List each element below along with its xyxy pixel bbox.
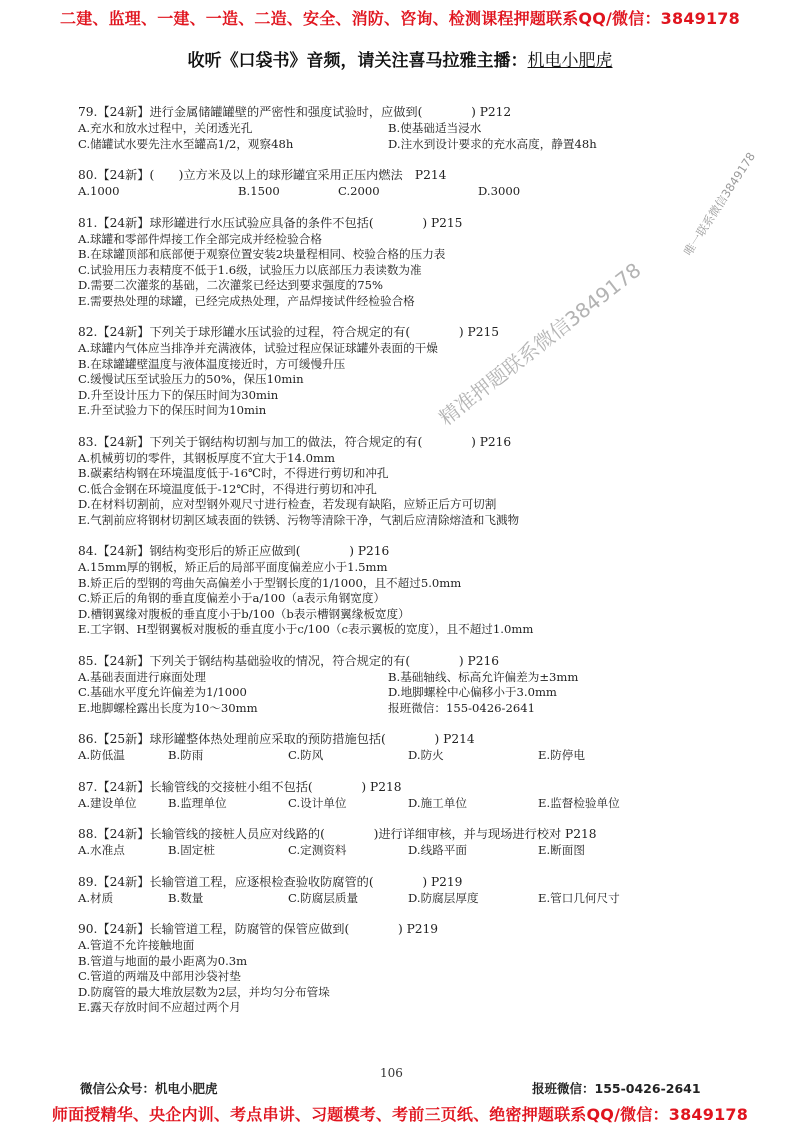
- question-option: C.低合金钢在环境温度低于-12℃时，不得进行剪切和冲孔: [78, 481, 377, 496]
- question-option: B.碳素结构钢在环境温度低于-16℃时，不得进行剪切和冲孔: [78, 466, 389, 480]
- footer-contact: 报班微信：155-0426-2641: [532, 1081, 701, 1096]
- question-option: E.需要热处理的球罐，已经完成热处理，产品焊接试件经检验合格: [78, 293, 415, 308]
- question-block: [78, 874, 738, 907]
- question-option: C.防腐层质量: [288, 890, 359, 905]
- question-option: A.15mm厚的钢板，矫正后的局部平面度偏差应小于1.5mm: [78, 560, 388, 574]
- question-stem: 88.【24新】长输管线的接桩人员应对线路的( )进行详细审核，并与现场进行校对 P218: [78, 827, 597, 841]
- question-options: [78, 796, 738, 812]
- question-stem: 80.【24新】( )立方米及以上的球形罐宜采用正压内燃法 P214: [78, 168, 447, 182]
- question-block: [78, 543, 738, 638]
- question-block: [78, 921, 738, 1016]
- question-stem: 79.【24新】进行金属储罐罐壁的严密性和强度试验时，应做到( ) P212: [78, 105, 512, 119]
- question-options: [78, 670, 738, 717]
- question-options: [78, 748, 738, 764]
- question-option: A.水准点: [78, 843, 125, 857]
- question-option: B.基础轴线、标高允许偏差为±3mm: [388, 669, 579, 684]
- question-option: A.材质: [78, 890, 114, 905]
- question-stem: 85.【24新】下列关于钢结构基础验收的情况，符合规定的有( ) P216: [78, 653, 499, 668]
- question-options: [78, 341, 738, 419]
- question-option: D.防腐层厚度: [408, 890, 479, 905]
- question-stem: 83.【24新】下列关于钢结构切割与加工的做法，符合规定的有( ) P216: [78, 434, 512, 449]
- question-option: D.地脚螺栓中心偏移小于3.0mm: [388, 685, 557, 699]
- question-block: [78, 167, 738, 200]
- question-option: C.基础水平度允许偏差为1/1000: [78, 685, 247, 699]
- question-stem: 82.【24新】下列关于球形罐水压试验的过程，符合规定的有( ) P215: [78, 325, 499, 339]
- watermark-vertical: 唯一联系微信3849178: [680, 149, 759, 259]
- question-option: B.1500: [238, 184, 280, 198]
- question-option: C.防风: [288, 748, 324, 762]
- question-option: C.矫正后的角钢的垂直度偏差小于a/100（a表示角钢宽度）: [78, 591, 386, 605]
- question-option: B.监理单位: [168, 795, 227, 810]
- subtitle-host-link[interactable]: 机电小肥虎: [527, 51, 613, 71]
- question-option: E.管口几何尺寸: [538, 890, 620, 905]
- question-option: A.球罐和零部件焊接工作全部完成并经检验合格: [78, 231, 322, 246]
- question-option: B.在球罐顶部和底部便于观察位置安装2块量程相同、校验合格的压力表: [78, 247, 446, 261]
- question-option: D.注水到设计要求的充水高度，静置48h: [388, 136, 597, 151]
- question-options: [78, 121, 738, 152]
- question-block: [78, 779, 738, 812]
- question-option: B.在球罐罐壁温度与液体温度接近时，方可缓慢升压: [78, 356, 346, 371]
- question-stem: 86.【25新】球形罐整体热处理前应采取的预防措施包括( ) P214: [78, 732, 475, 746]
- question-stem: 89.【24新】长输管道工程，应逐根检查验收防腐管的( ) P219: [78, 874, 463, 889]
- page-number: 106: [380, 1066, 403, 1080]
- question-block: [78, 434, 738, 529]
- top-banner: 二建、监理、一建、一造、二造、安全、消防、咨询、检测课程押题联系QQ/微信：3849178: [60, 9, 740, 28]
- question-options: [78, 891, 738, 907]
- question-option: C.定测资料: [288, 843, 347, 857]
- question-options: [78, 560, 738, 638]
- question-block: [78, 653, 738, 717]
- question-options: [78, 938, 738, 1016]
- question-option: B.矫正后的型钢的弯曲矢高偏差小于型钢长度的1/1000，且不超过5.0mm: [78, 575, 462, 590]
- subtitle-prefix: 收听《口袋书》音频，请关注喜马拉雅主播：: [187, 51, 528, 71]
- question-option: B.管道与地面的最小距离为0.3m: [78, 953, 248, 968]
- question-option: E.地脚螺栓露出长度为10～30mm: [78, 700, 258, 715]
- question-option: D.线路平面: [408, 843, 467, 857]
- question-option: E.监督检验单位: [538, 795, 620, 810]
- question-option: D.在材料切割前，应对型钢外观尺寸进行检查，若发现有缺陷，应矫正后方可切割: [78, 497, 497, 511]
- question-stem: 84.【24新】钢结构变形后的矫正应做到( ) P216: [78, 544, 390, 558]
- question-option: A.管道不允许接触地面: [78, 938, 195, 952]
- question-option: E.升至试验力下的保压时间为10min: [78, 403, 267, 417]
- question-stem: 87.【24新】长输管线的交接桩小组不包括( ) P218: [78, 779, 402, 794]
- question-option: D.防火: [408, 748, 444, 762]
- question-option: C.试验用压力表精度不低于1.6级，试验压力以底部压力表读数为准: [78, 262, 422, 277]
- question-option: E.工字钢、H型钢翼板对腹板的垂直度小于c/100（c表示翼板的宽度），且不超过1.0mm: [78, 622, 534, 636]
- question-options: [78, 843, 738, 859]
- question-block: [78, 731, 738, 764]
- question-block: [78, 324, 738, 419]
- question-option: A.基础表面进行麻面处理: [78, 669, 206, 684]
- question-option: D.施工单位: [408, 795, 467, 810]
- question-option: E.露天存放时间不应超过两个月: [78, 1000, 241, 1014]
- question-option: A.防低温: [78, 748, 125, 762]
- question-option: 报班微信：155-0426-2641: [388, 700, 535, 715]
- question-option: D.升至设计压力下的保压时间为30min: [78, 387, 279, 402]
- question-options: [78, 184, 738, 200]
- question-option: D.需要二次灌浆的基础，二次灌浆已经达到要求强度的75%: [78, 278, 383, 292]
- question-option: E.断面图: [538, 843, 585, 857]
- question-option: E.防停电: [538, 748, 585, 762]
- question-option: C.2000: [338, 184, 380, 198]
- question-option: C.储罐试水要先注水至罐高1/2，观察48h: [78, 136, 294, 151]
- question-option: B.数量: [168, 890, 204, 905]
- question-option: A.球罐内气体应当排净并充满液体，试验过程应保证球罐外表面的干燥: [78, 341, 438, 355]
- question-option: B.固定桩: [168, 843, 215, 857]
- question-option: A.建设单位: [78, 795, 137, 810]
- question-option: A.1000: [78, 184, 120, 198]
- question-option: B.防雨: [168, 748, 204, 762]
- question-list: [78, 104, 738, 1031]
- question-option: D.槽钢翼缘对腹板的垂直度小于b/100（b表示槽钢翼缘板宽度）: [78, 606, 410, 621]
- question-stem: 90.【24新】长输管道工程，防腐管的保管应做到( ) P219: [78, 922, 439, 936]
- bottom-banner: 师面授精华、央企内训、考点串讲、习题模考、考前三页纸、绝密押题联系QQ/微信：3849178: [51, 1105, 749, 1124]
- question-block: [78, 215, 738, 310]
- footer-wechat-account: 微信公众号：机电小肥虎: [80, 1081, 218, 1096]
- question-block: [78, 104, 738, 152]
- watermark-diagonal: 精准押题联系微信3849178: [434, 257, 646, 431]
- question-option: C.管道的两端及中部用沙袋衬垫: [78, 969, 241, 983]
- question-option: B.使基础适当浸水: [388, 121, 482, 135]
- question-option: A.充水和放水过程中，关闭透光孔: [78, 121, 253, 135]
- question-options: [78, 451, 738, 529]
- question-stem: 81.【24新】球形罐进行水压试验应具备的条件不包括( ) P215: [78, 215, 463, 230]
- question-option: D.防腐管的最大堆放层数为2层，并均匀分布管垛: [78, 984, 330, 999]
- question-option: C.设计单位: [288, 795, 347, 810]
- subtitle: [0, 46, 800, 71]
- question-block: [78, 826, 738, 859]
- question-option: A.机械剪切的零件，其钢板厚度不宜大于14.0mm: [78, 450, 335, 465]
- question-option: D.3000: [478, 184, 521, 198]
- question-option: E.气割前应将钢材切割区域表面的铁锈、污物等清除干净，气割后应清除熔渣和飞溅物: [78, 512, 520, 527]
- question-option: C.缓慢试压至试验压力的50%，保压10min: [78, 372, 304, 386]
